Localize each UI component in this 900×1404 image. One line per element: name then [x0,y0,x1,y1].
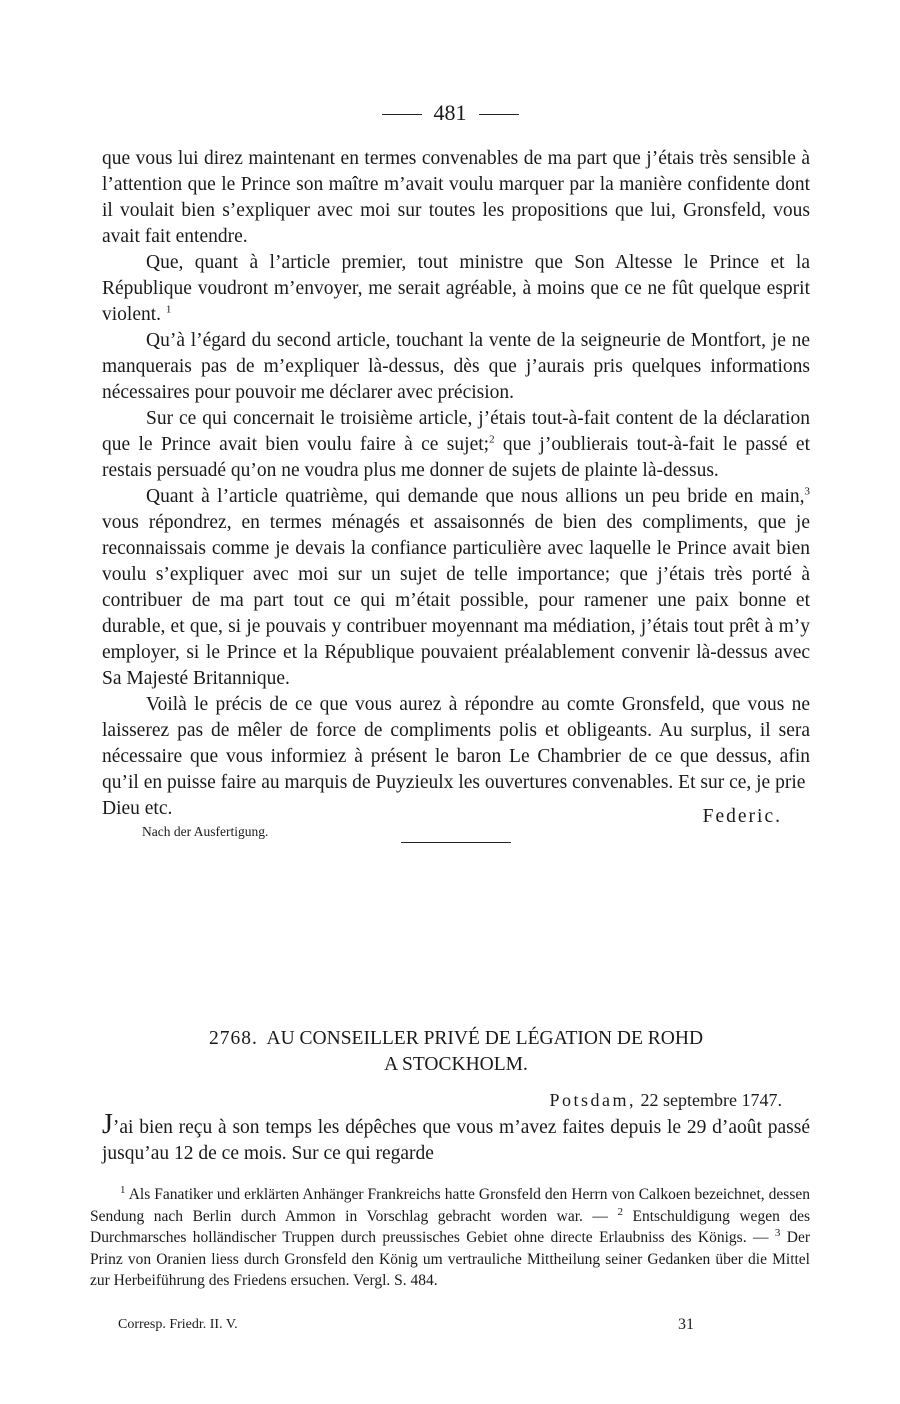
page-number: 481 [433,100,467,125]
closing-line [102,796,810,827]
footnote-2: Entschuldigung wegen des Durchmarsches holländischer Truppen durch preussisches Gebiet ohne directe Erlaubniss des Königs. — [90,1207,811,1246]
letter-heading [102,1026,810,1078]
page-footer [118,1316,758,1334]
page-number-row [0,98,900,128]
letter-number: 2768. [208,1028,258,1049]
footnote-mark-1: 1 [120,1183,126,1196]
dateline [102,1088,782,1112]
footer-citation: Corresp. Friedr. II. V. [118,1317,238,1332]
initial-letter: J [102,1109,113,1140]
paragraph-3: Qu’à l’égard du second article, touchant la vente de la seigneurie de Montfort, je ne manquerais pas de m’expliquer là-dessus, dès que j’aurais pris quelques informations nécessaires pour pouvoir me déclarer avec précision. [102,330,810,403]
paragraph-5: Quant à l’article quatrième, qui demande que nous allions un peu bride en main,$^3$ vous répondrez, en termes ménagés et assaisonnés de bien des compliments, que je reconnaissais comme je devais la confiance particulière avec laquelle le Prince avait bien voulu s’expliquer avec moi sur un sujet de telle importance; que j’étais très porté à contribuer de ma part tout ce qui m’était possible, pour ramener une paix bonne et durable, et que, si je pouvais y contribuer moyennant ma médiation, j’étais tout prêt à m’y employer, si le Prince et la République pouvaient préalablement convenir là-dessus avec Sa Majesté Britannique. [102,485,810,689]
heading-line-1: AU CONSEILLER PRIVÉ DE LÉGATION DE ROHD [266,1028,704,1049]
paragraph-2: Que, quant à l’article premier, tout ministre que Son Altesse le Prince et la République voudront m’envoyer, me serait agréable, à moins que ce ne fût quelque esprit violent. $^1$ [102,252,810,325]
letter-opening [102,1109,810,1167]
closing-formula: Dieu etc. [102,798,173,819]
footnote-mark-3: 3 [774,1226,781,1239]
letter-text: ’ai bien reçu à son temps les dépêches que vous m’avez faites depuis le 29 d’août passé jusqu’au 12 de ce mois. Sur ce qui regarde [102,1117,810,1164]
paragraph-4: Sur ce qui concernait le troisième article, j’étais tout-à-fait content de la déclaration que le Prince avait bien voulu faire à ce sujet;$^2$ que j’oublierais tout-à-fait le passé et restais persuadé qu’on ne voudra plus me donner de sujets de plainte là-dessus. [102,408,811,481]
heading-line-2: A STOCKHOLM. [384,1054,528,1075]
footnote-mark-2: 2 [617,1205,623,1218]
main-text [102,146,810,843]
page-number-dash-right [479,114,519,115]
paragraph-6: Voilà le précis de ce que vous aurez à répondre au comte Gronsfeld, que vous ne laisserez pas de mêler de force de compliments polis et obligeants. Au surplus, il sera nécessaire que vous informiez à présent le baron Le Chambrier de ce que dessus, afin qu’il en puisse faire au marquis de Puyzieulx les ouvertures convenables. Et sur ce, je prie [102,694,810,793]
paragraph-1: que vous lui direz maintenant en termes convenables de ma part que j’étais très sensible à l’attention que le Prince son maître m’avait voulu marquer par la manière confidente dont il voulait bien s’expliquer avec moi sur toutes les propositions que lui, Gronsfeld, vous avait fait entendre. [102,148,810,247]
source-note: Nach der Ausfertigung. [142,824,269,839]
page-number-dash-left [382,114,422,115]
footnote-3: Der Prinz von Oranien liess durch Gronsfeld den König um vertrauliche Mittheilung seiner Gedanken über die Mittel zur Herbeiführung des Friedens ersuchen. Vergl. S. 484. [90,1229,811,1289]
signature-mark: 31 [678,1316,694,1333]
dateline-date: 22 septembre 1747. [640,1090,782,1110]
dateline-place: Potsdam, [549,1090,637,1110]
footnote-ref-2: 2 [489,433,495,446]
signature: Federic. [702,806,782,827]
footnote-1: Als Fanatiker und erklärten Anhänger Frankreichs hatte Gronsfeld den Herrn von Calkoen bezeichnet, dessen Sendung nach Berlin durch Ammon in Vorschlag gebracht worden war. — [90,1186,810,1225]
footnote-ref-3: 3 [804,485,810,498]
footnote-block [90,1184,810,1292]
section-divider [401,842,511,843]
footnotes [90,1184,810,1292]
footnote-ref-1: 1 [165,303,172,316]
